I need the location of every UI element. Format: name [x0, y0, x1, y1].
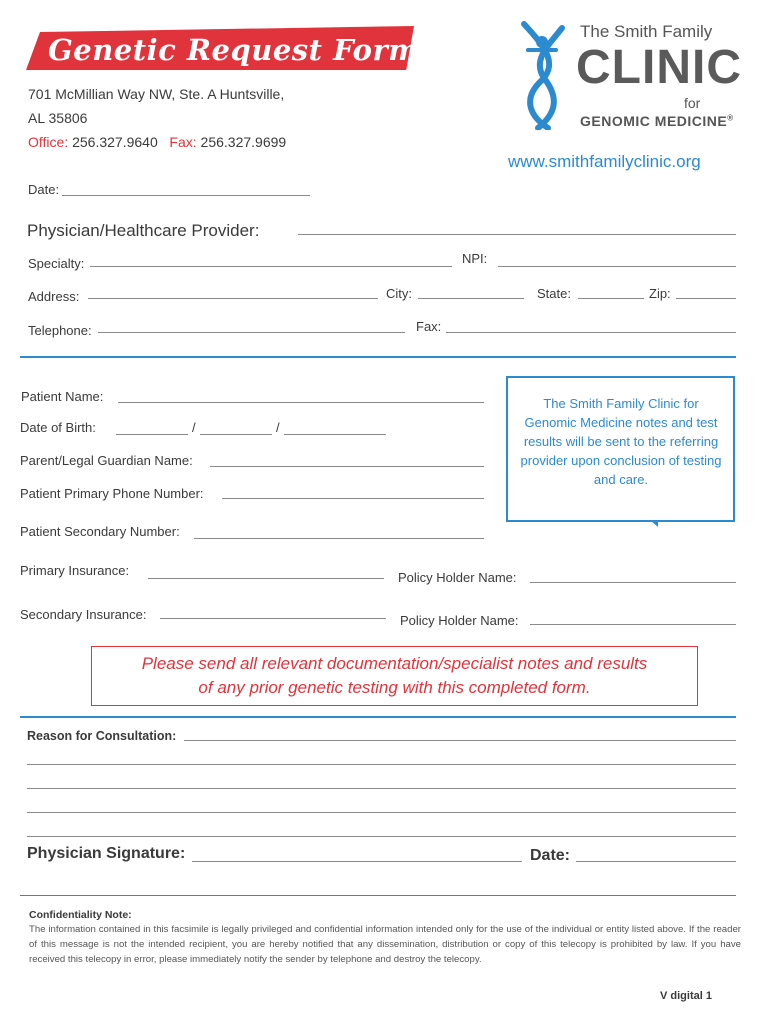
registered-mark: ® — [727, 113, 734, 123]
reason-label: Reason for Consultation: — [27, 729, 177, 743]
provider-label: Physician/Healthcare Provider: — [27, 221, 260, 240]
callout-text: The Smith Family Clinic for Genomic Medicine notes and test results will be sent to the referring provider upon conclusion of testing and care. — [520, 396, 722, 487]
primary-insurance-field[interactable] — [148, 578, 384, 579]
fax-field-label: Fax: — [416, 319, 442, 334]
fax-label: Fax: — [169, 134, 197, 150]
reason-line-2[interactable] — [27, 764, 736, 765]
primary-phone-field[interactable] — [222, 498, 484, 499]
primary-phone-label: Patient Primary Phone Number: — [20, 486, 204, 501]
specialty-field[interactable] — [90, 266, 452, 267]
primary-insurance-label: Primary Insurance: — [20, 563, 130, 578]
callout-tail — [650, 520, 658, 527]
signature-label: Physician Signature: — [27, 845, 186, 862]
date-field[interactable] — [62, 195, 310, 196]
provider-field[interactable] — [298, 234, 736, 235]
specialty-label: Specialty: — [28, 256, 85, 271]
telephone-field[interactable] — [98, 332, 405, 333]
logo-for: for — [684, 95, 701, 111]
secondary-insurance-field[interactable] — [160, 618, 386, 619]
signature-date-field[interactable] — [576, 861, 736, 862]
address-label: Address: — [28, 289, 80, 304]
address-line-1: 701 McMillian Way NW, Ste. A Huntsville, — [28, 86, 285, 102]
reason-line-1[interactable] — [184, 740, 736, 741]
office-label: Office: — [28, 134, 69, 150]
npi-label: NPI: — [462, 251, 488, 266]
logo-name: The Smith Family — [580, 22, 713, 41]
dna-helix-person-icon — [518, 20, 574, 130]
signature-date-label: Date: — [530, 847, 571, 864]
address-field[interactable] — [88, 298, 378, 299]
patient-name-label: Patient Name: — [21, 389, 104, 404]
footer-divider — [20, 895, 736, 896]
policy-holder-field-2[interactable] — [530, 624, 736, 625]
office-number: 256.327.9640 — [72, 134, 158, 150]
secondary-insurance-label: Secondary Insurance: — [20, 607, 147, 622]
reason-line-3[interactable] — [27, 788, 736, 789]
policy-holder-label-2: Policy Holder Name: — [400, 613, 519, 628]
fax-field[interactable] — [446, 332, 736, 333]
section-divider-bottom — [20, 716, 736, 718]
dob-slash-2: / — [276, 420, 280, 435]
state-label: State: — [537, 286, 571, 301]
logo-genomic — [580, 113, 734, 129]
logo-genomic-text: GENOMIC MEDICINE — [580, 113, 728, 129]
section-divider-top — [20, 356, 736, 358]
state-field[interactable] — [578, 298, 644, 299]
zip-field[interactable] — [676, 298, 736, 299]
confidentiality-title: Confidentiality Note: — [29, 909, 132, 921]
guardian-field[interactable] — [210, 466, 484, 467]
notice-line-2: of any prior genetic testing with this completed form. — [198, 678, 591, 697]
policy-holder-label-1: Policy Holder Name: — [398, 570, 517, 585]
reason-line-5[interactable] — [27, 836, 736, 837]
contact-numbers — [28, 134, 286, 150]
reason-line-4[interactable] — [27, 812, 736, 813]
form-title: Genetic Request Form — [48, 33, 420, 67]
date-label: Date: — [28, 182, 60, 197]
dob-slash-1: / — [192, 420, 196, 435]
patient-name-field[interactable] — [118, 402, 484, 403]
confidentiality-text: The information contained in this facsimile is legally privileged and confidential information intended only for the use of the individual or entity listed above. If the reader of this message is not the intended recipient, you are hereby notified that any dissemination, distribution or copy of this telecopy is prohibited by law. If you have received this telecopy in error, please immediately notify the sender by telephone and destroy the telecopy. — [29, 924, 741, 965]
signature-field[interactable] — [192, 861, 522, 862]
logo-clinic: CLINIC — [576, 41, 742, 94]
city-field[interactable] — [418, 298, 524, 299]
zip-label: Zip: — [649, 286, 671, 301]
guardian-label: Parent/Legal Guardian Name: — [20, 453, 193, 468]
telephone-label: Telephone: — [28, 323, 92, 338]
dob-label: Date of Birth: — [20, 420, 96, 435]
website-link[interactable]: www.smithfamilyclinic.org — [508, 152, 701, 171]
fax-number: 256.327.9699 — [200, 134, 287, 150]
policy-holder-field-1[interactable] — [530, 582, 736, 583]
dob-year-field[interactable] — [284, 434, 386, 435]
secondary-number-field[interactable] — [194, 538, 484, 539]
version-label: V digital 1 — [660, 990, 712, 1002]
notice-line-1: Please send all relevant documentation/specialist notes and results — [141, 654, 648, 673]
address-line-2: AL 35806 — [28, 110, 88, 126]
secondary-number-label: Patient Secondary Number: — [20, 524, 180, 539]
city-label: City: — [386, 286, 412, 301]
dob-month-field[interactable] — [116, 434, 188, 435]
npi-field[interactable] — [498, 266, 736, 267]
dob-day-field[interactable] — [200, 434, 272, 435]
